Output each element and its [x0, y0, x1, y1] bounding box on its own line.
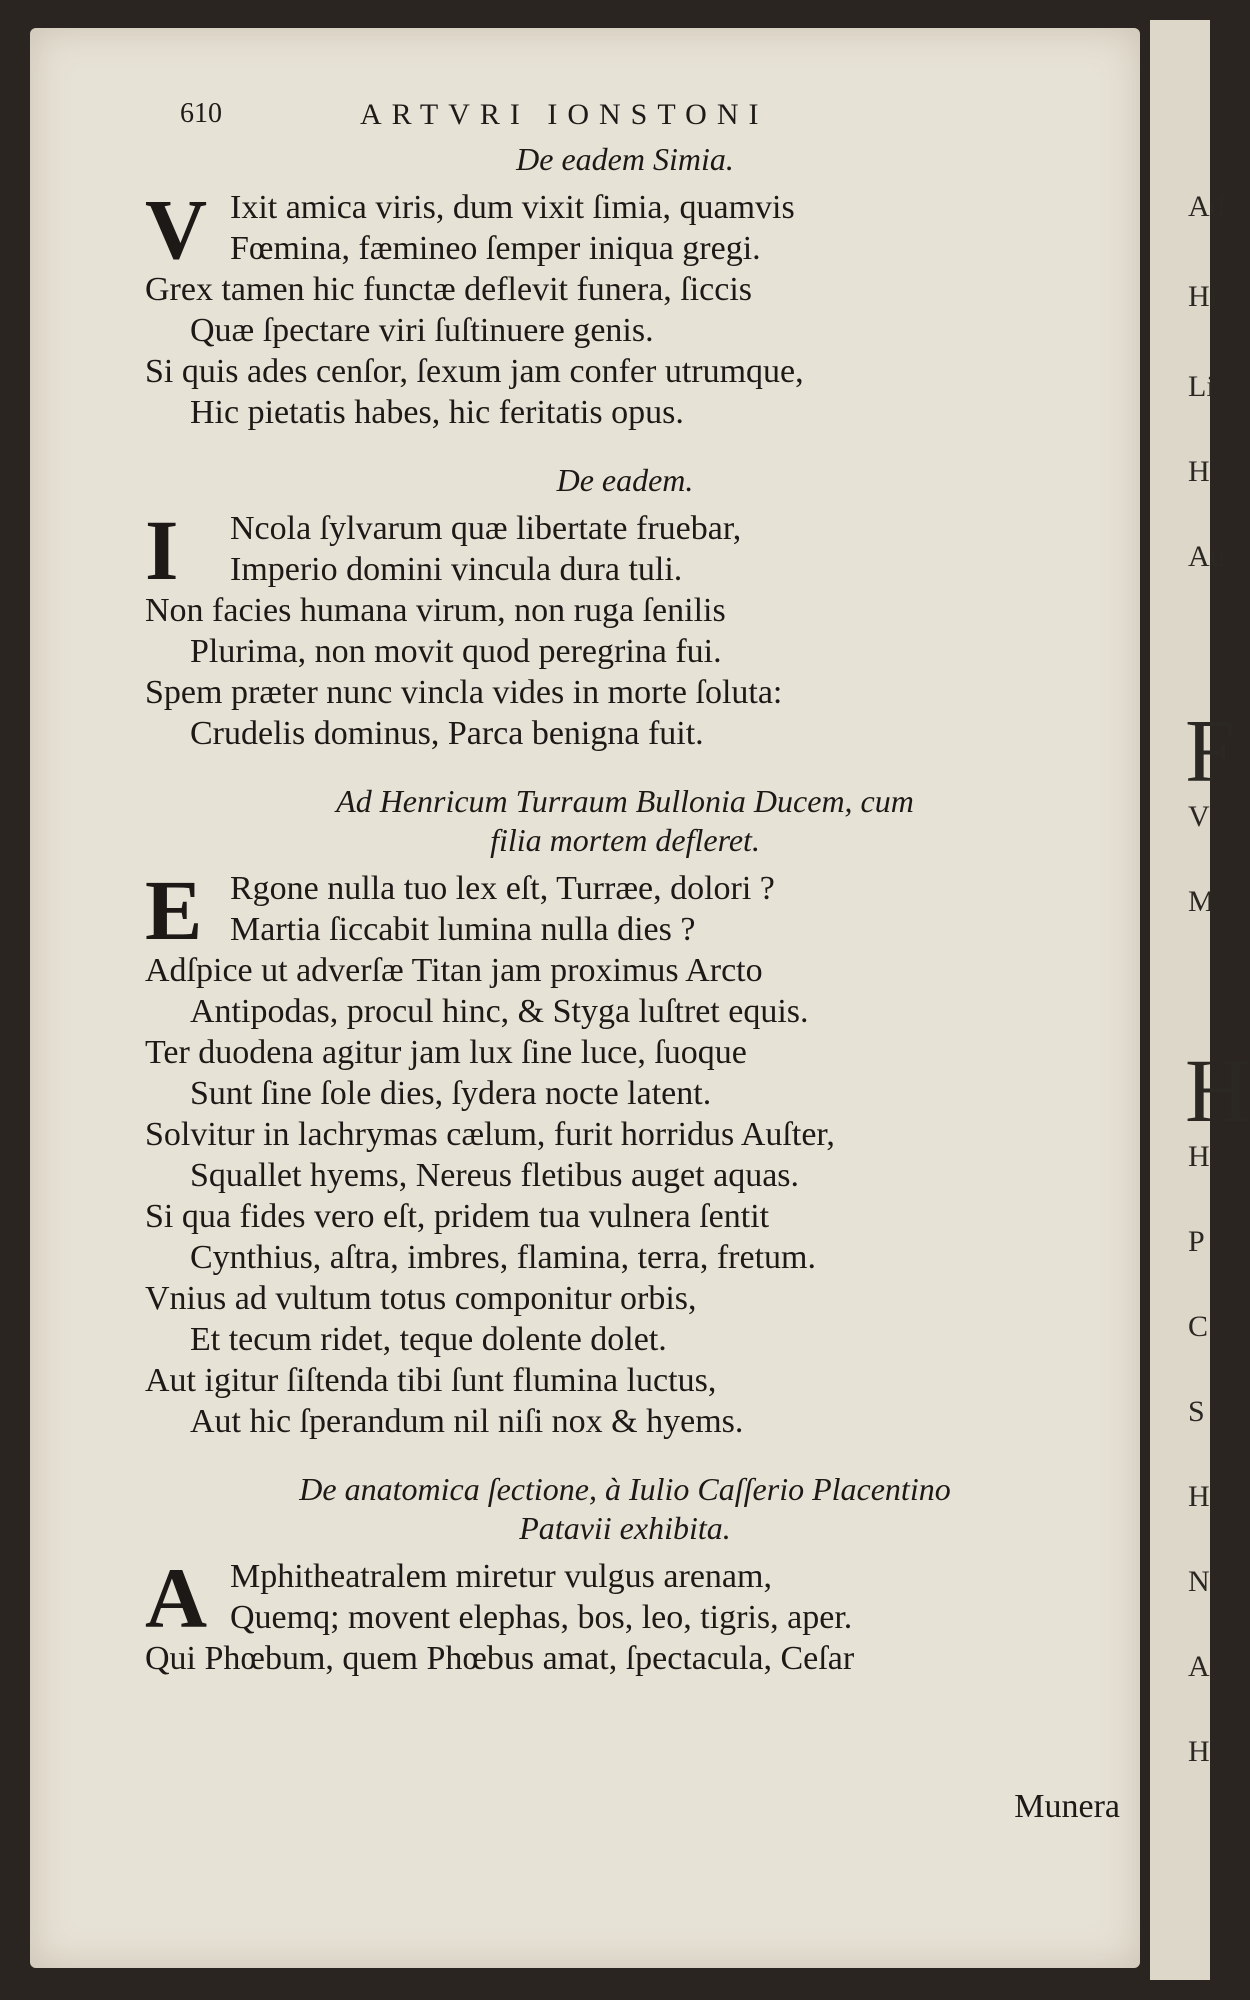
edge-fragment: S — [1188, 1395, 1205, 1428]
verse-line: Aut hic ſperandum nil niſi nox & hyems. — [190, 1403, 744, 1440]
drop-cap: A — [145, 1550, 208, 1646]
edge-fragment: Hi — [1188, 280, 1218, 313]
verse-line: Squallet hyems, Nereus fletibus auget aquas. — [190, 1157, 800, 1194]
verse-line: Rgone nulla tuo lex eſt, Turræe, dolori ? — [230, 870, 775, 907]
verse-line: Vnius ad vultum totus componitur orbis, — [145, 1280, 697, 1317]
verse-line: Mphitheatralem miretur vulgus arenam, — [230, 1558, 772, 1595]
verse-line: Adſpice ut adverſæ Titan jam proximus Arcto — [145, 952, 763, 989]
edge-fragment: M — [1188, 885, 1215, 918]
poem-title-line: Ad Henricum Turraum Bullonia Ducem, cum — [336, 783, 914, 819]
verse-line: Si qua fides vero eſt, pridem tua vulnera ſentit — [145, 1198, 770, 1235]
poem-title: De eadem. — [556, 462, 694, 498]
verse-line: Non facies humana virum, non ruga ſenilis — [145, 592, 726, 629]
edge-fragment: H — [1188, 1735, 1210, 1768]
poem — [145, 502, 1105, 754]
edge-fragment: V — [1188, 800, 1210, 833]
edge-fragment: H — [1188, 1480, 1210, 1513]
verse-line: Spem præter nunc vincla vides in morte ſoluta: — [145, 674, 783, 711]
edge-fragment: H — [1185, 1042, 1250, 1141]
edge-fragment: H — [1188, 1140, 1210, 1173]
verse-line: Imperio domini vincula dura tuli. — [230, 551, 683, 588]
poem-title-line: filia mortem defleret. — [490, 822, 760, 858]
verse-line: Si quis ades cenſor, ſexum jam confer utrumque, — [145, 353, 804, 390]
running-head: ARTVRI IONSTONI — [360, 98, 769, 131]
edge-fragment: Ad — [1188, 190, 1225, 223]
verse-line: Quæ ſpectare viri ſuſtinuere genis. — [190, 312, 654, 349]
verse-line: Hic pietatis habes, hic feritatis opus. — [190, 394, 684, 431]
edge-fragment: Li — [1188, 370, 1215, 403]
verse-line: Sunt ſine ſole dies, ſydera nocte latent. — [190, 1075, 712, 1112]
verse-line: Fœmina, fæmineo ſemper iniqua gregi. — [230, 230, 761, 267]
poem — [145, 862, 1105, 1442]
verse-line: Aut igitur ſiſtenda tibi ſunt flumina luctus, — [145, 1362, 717, 1399]
edge-fragment: Au — [1188, 540, 1225, 573]
edge-fragment: P — [1188, 1225, 1205, 1258]
poem-title — [145, 782, 1105, 860]
poem-title — [145, 1470, 1105, 1548]
edge-fragment: A — [1188, 1650, 1210, 1683]
verse-line: Ixit amica viris, dum vixit ſimia, quamvis — [230, 189, 795, 226]
verse-line: Grex tamen hic functæ deflevit funera, ſiccis — [145, 271, 753, 308]
edge-fragment: F — [1185, 702, 1236, 801]
verse-line: Ter duodena agitur jam lux ſine luce, ſuoque — [145, 1034, 747, 1071]
verse-line: Plurima, non movit quod peregrina fui. — [190, 633, 722, 670]
drop-cap: I — [145, 502, 179, 598]
edge-fragment: H — [1188, 455, 1210, 488]
verse-line: Qui Phœbum, quem Phœbus amat, ſpectacula, Ceſar — [145, 1640, 855, 1677]
adjacent-page-edge — [1150, 20, 1250, 1980]
drop-cap: E — [145, 862, 203, 958]
catchword: Munera — [1014, 1788, 1120, 1825]
verse-line: Quemq; movent elephas, bos, leo, tigris, aper. — [230, 1599, 853, 1636]
poem-title-line: De anatomica ſectione, à Iulio Caſſerio Placentino — [299, 1471, 951, 1507]
page-body — [145, 140, 1105, 1679]
verse-line: Cynthius, aſtra, imbres, flamina, terra, fretum. — [190, 1239, 816, 1276]
poem — [145, 181, 1105, 433]
poem — [145, 1550, 1105, 1679]
verse-line: Antipodas, procul hinc, & Styga luſtret equis. — [190, 993, 809, 1030]
verse-line: Solvitur in lachrymas cælum, furit horridus Auſter, — [145, 1116, 835, 1153]
verse-line: Ncola ſylvarum quæ libertate fruebar, — [230, 510, 742, 547]
edge-fragment: C — [1188, 1310, 1209, 1343]
verse-line: Crudelis dominus, Parca benigna fuit. — [190, 715, 704, 752]
page-header — [180, 98, 1080, 142]
poem-title-line: Patavii exhibita. — [519, 1510, 731, 1546]
drop-cap: V — [145, 181, 208, 277]
page-number: 610 — [180, 98, 222, 129]
poem-title: De eadem Simia. — [516, 141, 734, 177]
edge-fragment: N — [1188, 1565, 1210, 1598]
verse-line: Et tecum ridet, teque dolente dolet. — [190, 1321, 667, 1358]
verse-line: Martia ſiccabit lumina nulla dies ? — [230, 911, 696, 948]
